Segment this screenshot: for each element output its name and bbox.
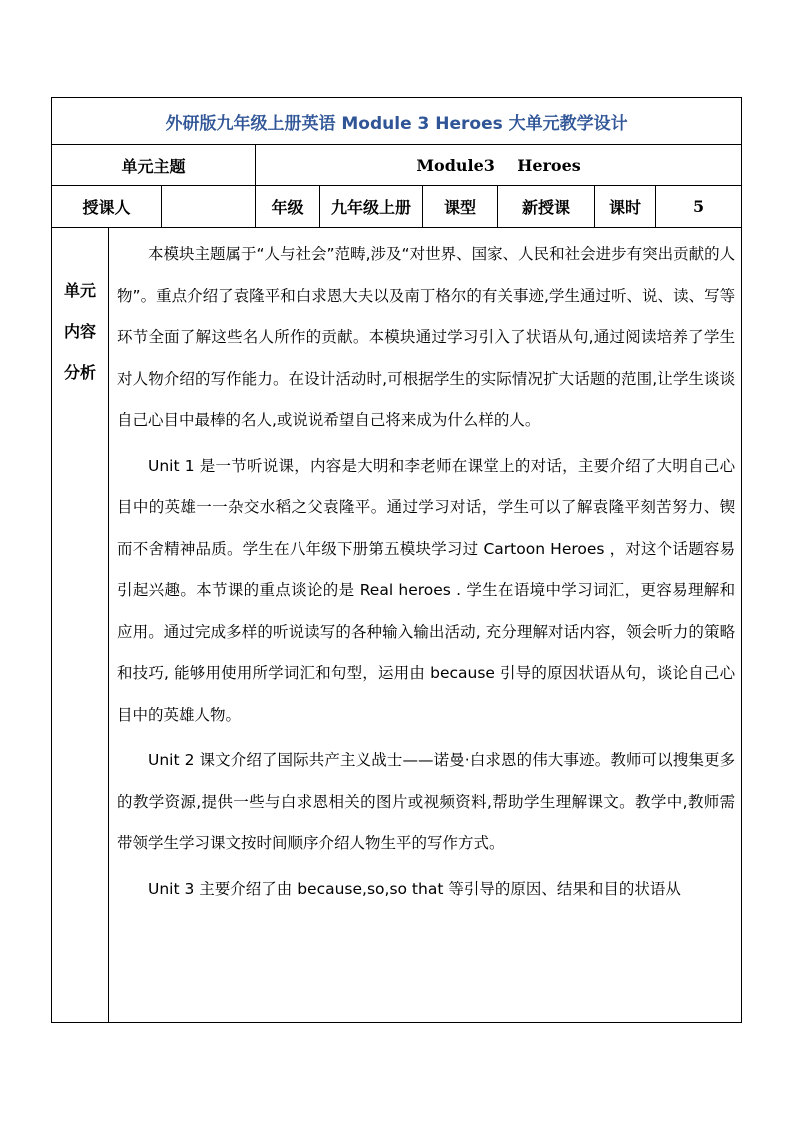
lesson-type-value: 新授课 [498, 186, 595, 228]
unit-theme-value: Module3 Heroes [256, 145, 742, 186]
analysis-label [52, 228, 109, 1023]
analysis-paragraph: Unit 2 课文介绍了国际共产主义战士——诺曼·白求恩的伟大事迹。教师可以搜集更多的教学资源,提供一些与白求恩相关的图片或视频资料,帮助学生理解课文。教学中,教师需带领学生学习课文按时间顺序介绍人物生平的写作方式。 [117, 751, 736, 852]
analysis-content [109, 228, 742, 1023]
grade-value: 九年级上册 [320, 186, 423, 228]
grade-label: 年级 [256, 186, 320, 228]
class-hours-value: 5 [656, 186, 742, 228]
teacher-label: 授课人 [52, 186, 162, 228]
document-page [51, 97, 741, 1023]
unit-theme-label: 单元主题 [52, 145, 256, 186]
analysis-label-line: 分析 [63, 363, 96, 382]
lesson-design-table [51, 97, 742, 1023]
analysis-paragraph: 本模块主题属于“人与社会”范畴,涉及“对世界、国家、人民和社会进步有突出贡献的人物”。重点介绍了袁隆平和白求恩大夫以及南丁格尔的有关事迹,学生通过听、说、读、写等环节全面了解这些名人所作的贡献。本模块通过学习引入了状语从句,通过阅读培养了学生对人物介绍的写作能力。在设计活动时,可根据学生的实际情况扩大话题的范围,让学生谈谈自己心目中最棒的名人,或说说希望自己将来成为什么样的人。 [117, 245, 736, 429]
class-hours-label: 课时 [595, 186, 656, 228]
teacher-value [162, 186, 256, 228]
analysis-paragraph: Unit 1 是一节听说课，内容是大明和李老师在课堂上的对话，主要介绍了大明自己心目中的英雄一一杂交水稻之父袁隆平。通过学习对话，学生可以了解袁隆平刻苦努力、锲而不舍精神品质。学生在八年级下册第五模块学习过 Cartoon Heroes ，对这个话题容易引起兴趣。本节课的重点谈论的是 Real heroes . 学生在语境中学习词汇，更容易理解和应用。通过完成多样的听说读写的各种输入输出活动, 充分理解对话内容，领会听力的策略和技巧, 能够用使用所学词汇和句型，运用由 because 引导的原因状语从句，谈论自己心目中的英雄人物。 [117, 456, 736, 724]
document-title: 外研版九年级上册英语 Module 3 Heroes 大单元教学设计 [52, 98, 742, 145]
analysis-label-line: 单元 [63, 281, 96, 300]
analysis-paragraph: Unit 3 主要介绍了由 because,so,so that 等引导的原因、结果和目的状语从 [148, 879, 681, 898]
lesson-type-label: 课型 [423, 186, 498, 228]
analysis-label-line: 内容 [63, 322, 96, 341]
